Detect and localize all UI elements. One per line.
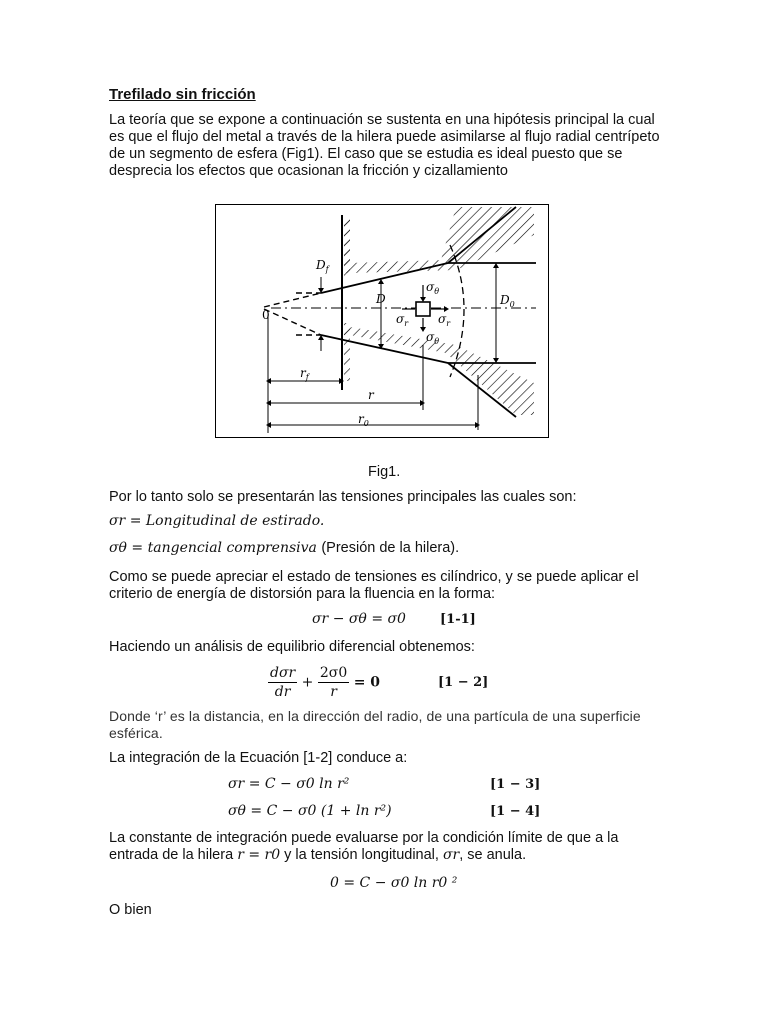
equation-1-4-number: [1 − 4]	[490, 804, 541, 819]
figure-die-diagram	[215, 204, 549, 438]
cylindrical-paragraph: Como se puede apreciar el estado de tensiones es cilíndrico, y se puede aplicar el criterio de energía de distorsión para la fluencia en la forma:	[109, 569, 639, 602]
label-sigma-theta-top: $\sigma_\theta$	[426, 280, 440, 296]
label-sigma-theta-bottom: $\sigma_\theta$	[426, 330, 440, 346]
label-sigma-r-left: $\sigma_r$	[396, 312, 409, 328]
equation-1-3: σr = C − σ0 ln r²	[228, 776, 350, 792]
equation-boundary: 0 = C − σ0 ln r0 ²	[330, 875, 458, 891]
label-r: r	[368, 388, 374, 402]
label-origin: 0	[262, 308, 270, 322]
label-r0: $r_0$	[358, 412, 369, 428]
section-heading: Trefilado sin fricción	[109, 86, 256, 103]
die-top-hatch-left	[344, 219, 350, 277]
figure-caption: Fig1.	[368, 464, 401, 480]
equation-1-4: σθ = C − σ0 (1 + ln r²)	[228, 803, 392, 819]
equation-1-3-number: [1 − 3]	[490, 777, 541, 792]
principal-intro: Por lo tanto solo se presentarán las tensiones principales las cuales son:	[109, 489, 577, 505]
label-sigma-r-right: $\sigma_r$	[438, 312, 451, 328]
equation-1-1: σr − σθ = σ0	[312, 611, 406, 627]
label-d0: $D_0$	[500, 293, 515, 309]
integration-paragraph: La integración de la Ecuación [1-2] conduce a:	[109, 750, 408, 766]
equation-1-2: $\frac{\text{dσr}}{dr}$ + $\frac{2\sigma 0}{r}$ = 0	[270, 665, 381, 700]
equation-1-1-number: [1-1]	[440, 612, 476, 627]
intro-paragraph: La teoría que se expone a continuación se sustenta en una hipótesis principal la cual es que el flujo del metal a través de la hilera puede asimilarse al flujo radial centrípeto de un segmento de esfera (Fig1). El caso que se estudia es ideal puesto que se desprecia los efectos que ocasionan la fricción y cizallamiento	[109, 112, 660, 179]
stress-element	[416, 302, 430, 316]
sigma-r-definition: σr = Longitudinal de estirado.	[109, 513, 325, 529]
equation-1-2-number: [1 − 2]	[438, 675, 489, 690]
dashed-upper	[264, 293, 321, 307]
label-d: D	[376, 292, 386, 306]
sigma-theta-definition: σθ = tangencial comprensiva (Presión de la hilera).	[109, 540, 460, 556]
donde-paragraph: Donde ‘r’ es la distancia, en la dirección del radio, de una partícula de una superficie esférica.	[109, 708, 641, 741]
dashed-lower	[264, 309, 321, 335]
constant-paragraph: La constante de integración puede evaluarse por la condición límite de que a la entrada de la hilera r = r0 y la tensión longitudinal, σr, se anula.	[109, 830, 619, 863]
die-bottom-hatch-left	[344, 323, 350, 381]
label-rf: $r_f$	[300, 366, 309, 382]
equilibrium-paragraph: Haciendo un análisis de equilibrio diferencial obtenemos:	[109, 639, 475, 655]
die-diagram-svg	[216, 205, 547, 436]
obien-text: O bien	[109, 902, 152, 918]
label-df: $D_f$	[316, 258, 329, 274]
